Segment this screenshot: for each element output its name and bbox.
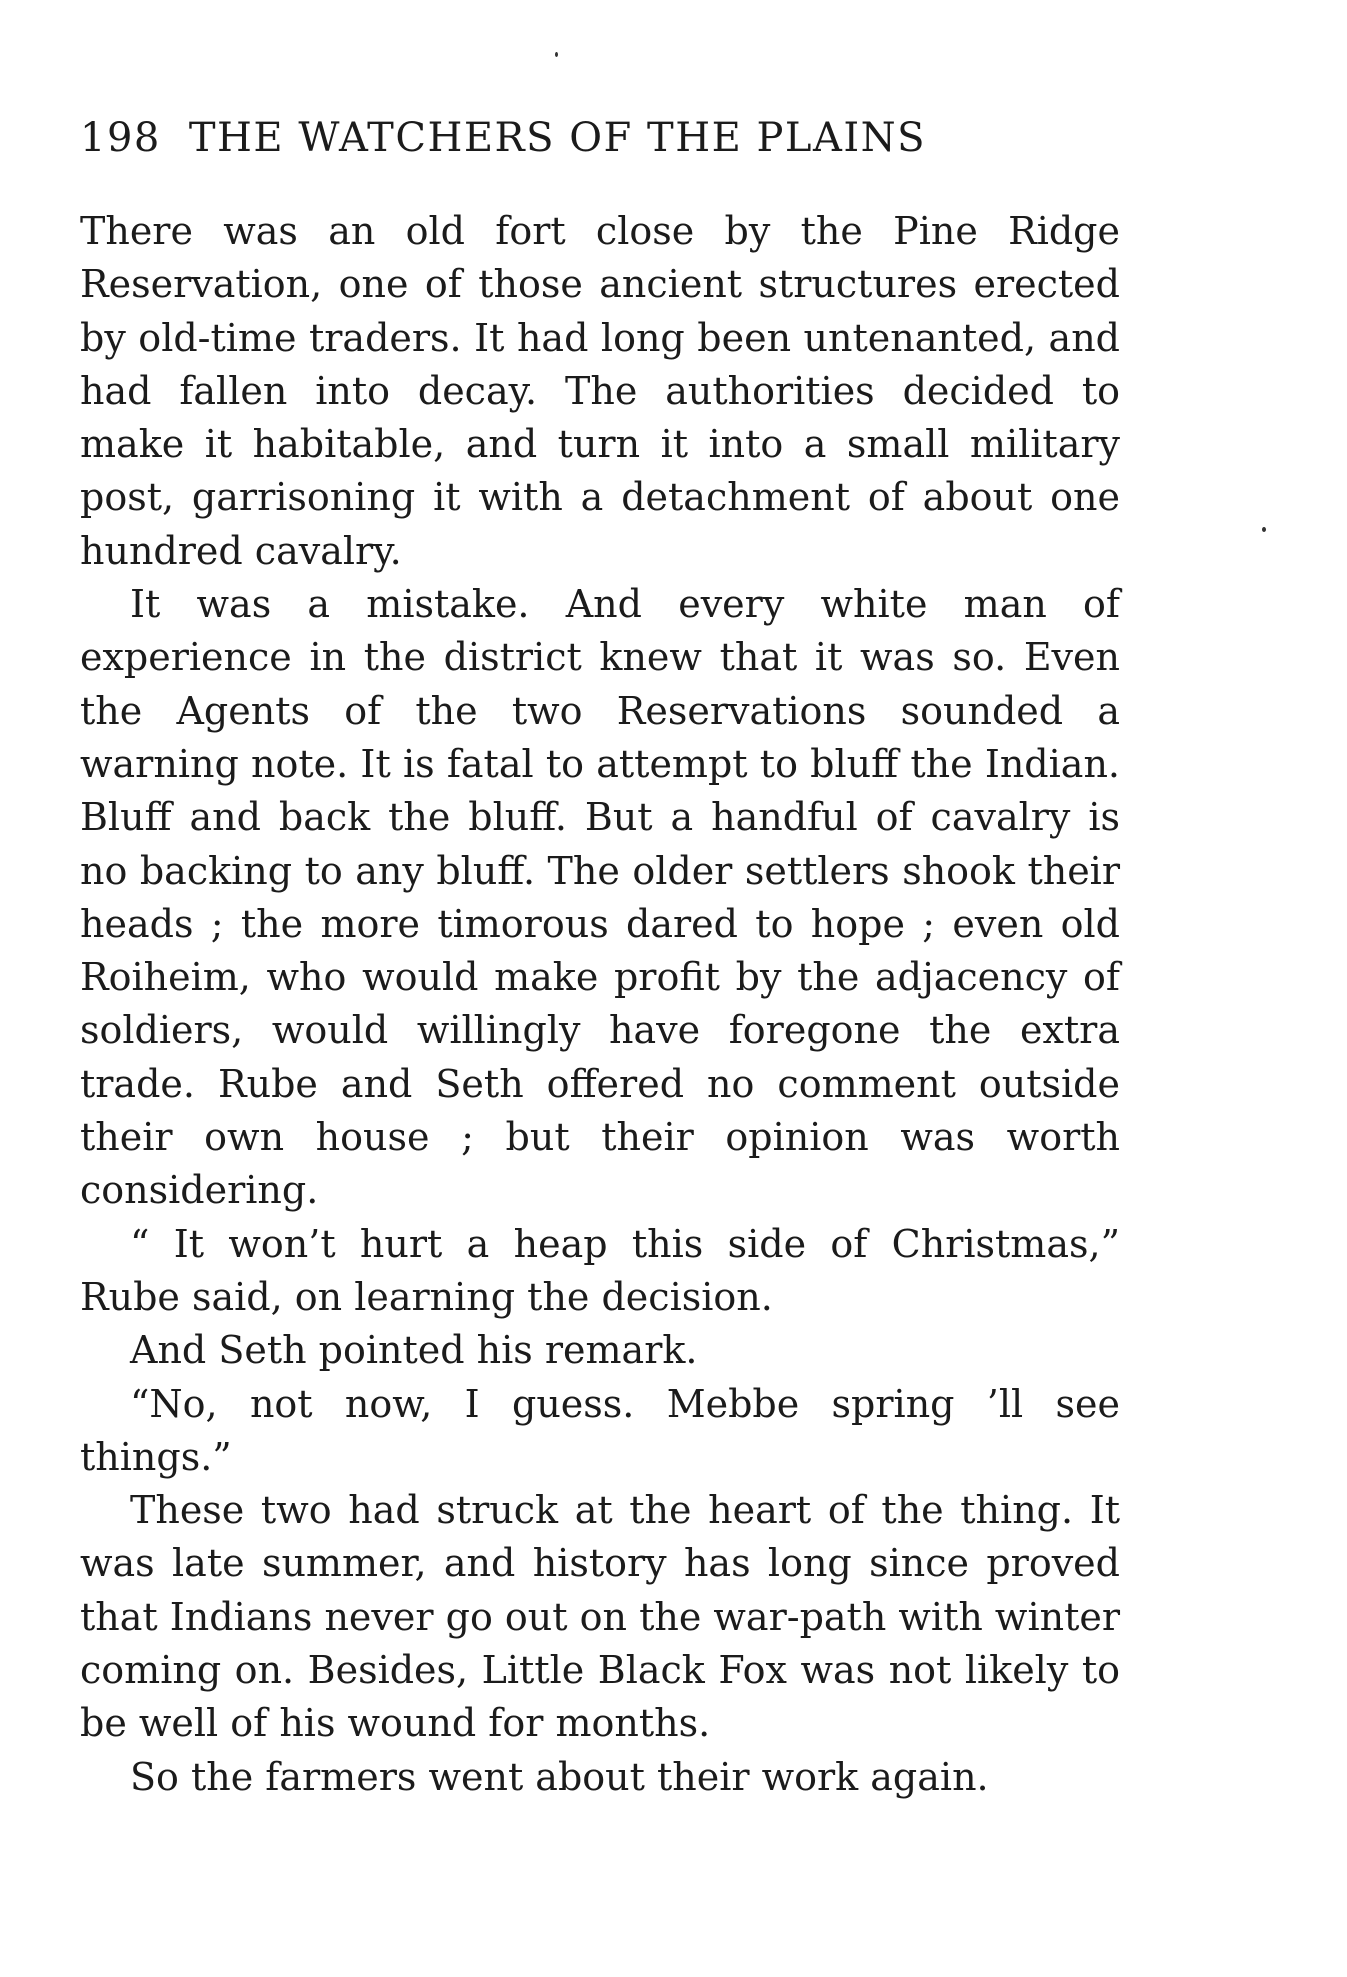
page-number: 198 [80,115,161,161]
ink-speck [1262,527,1266,532]
page-body [80,205,1120,1804]
paragraph: “No, not now, I guess. Mebbe spring ’ll see things.” [80,1381,1120,1479]
paragraph: These two had struck at the heart of the thing. It was late summer, and history has long since proved that Indians never go out on the war-path with winter coming on. Besides, Little Black Fox was not likely to be well of his wound for months. [80,1488,1120,1746]
running-title: THE WATCHERS OF THE PLAINS [188,115,927,161]
paragraph: There was an old fort close by the Pine Ridge Reservation, one of those ancient structures erected by old-time traders. It had long been untenanted, and had fallen into decay. The authorities decided to make it habitable, and turn it into a small military post, garrisoning it with a detachment of about one hundred cavalry. [80,209,1120,573]
paragraph: “ It won’t hurt a heap this side of Christmas,” Rube said, on learning the decision. [80,1221,1120,1319]
book-page [80,0,1120,1977]
paragraph: So the farmers went about their work again. [130,1754,989,1799]
ink-speck [555,52,558,57]
running-head [80,112,1120,164]
paragraph: And Seth pointed his remark. [130,1328,698,1373]
paragraph: It was a mistake. And every white man of experience in the district knew that it was so. Even the Agents of the two Reservations sounded a warning note. It is fatal to attempt to bluff the Indian. Bluff and back the bluff. But a handful of cavalry is no backing to any bluff. The older settlers shook their heads ; the more timorous dared to hope ; even old Roiheim, who would make profit by the adjacency of soldiers, would willingly have foregone the extra trade. Rube and Seth offered no comment outside their own house ; but their opinion was worth considering. [80,582,1120,1213]
